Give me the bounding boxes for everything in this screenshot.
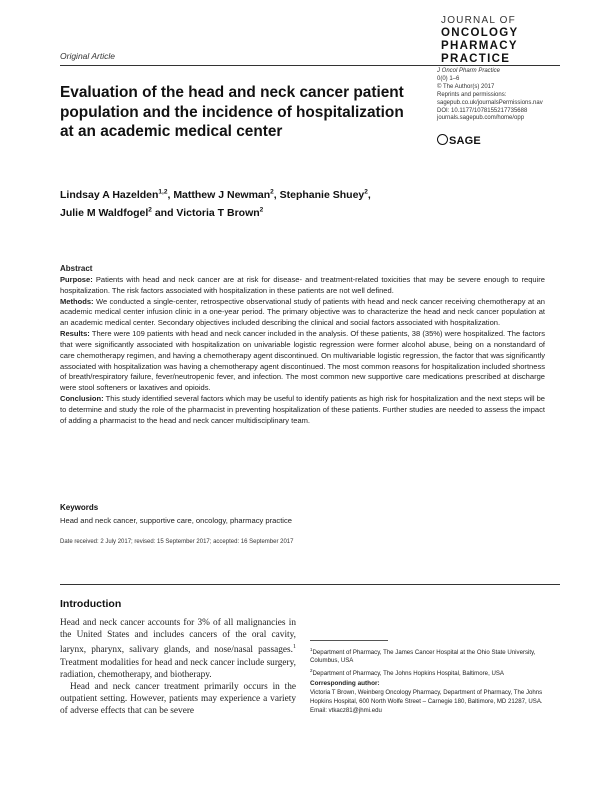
abstract-methods: Methods: We conducted a single-center, retrospective observational study of patients with head and neck cancer receiving chemotherapy at an academic medical center infusion clinic in a one-year period. The primary objective was to characterize the head and neck cancer population at an academic medical center. Secondary objectives included describing the clinical and social factors associated with hospitalization. xyxy=(60,296,545,328)
journal-home-link[interactable]: journals.sagepub.com/home/opp xyxy=(437,115,525,122)
submission-dates: Date received: 2 July 2017; revised: 15 September 2017; accepted: 16 September 2017 xyxy=(60,539,294,545)
author: Lindsay A Hazelden$^{1,2}$, xyxy=(60,188,174,201)
author: Stephanie Shuey$^2$, xyxy=(279,188,371,201)
header-rule xyxy=(60,65,560,66)
abstract xyxy=(60,264,545,427)
copyright: © The Author(s) 2017 xyxy=(437,83,495,90)
introduction-heading: Introduction xyxy=(60,598,122,610)
permissions-link[interactable]: sagepub.co.uk/journalsPermissions.nav xyxy=(437,99,543,106)
sage-logo-text: SAGE xyxy=(449,135,481,147)
abstract-purpose: Purpose: Patients with head and neck cancer are at risk for disease- and treatment-related toxicities that may be severe enough to require hospitalization. The risk factors associated with hospitalization in these patients are not well defined. xyxy=(60,274,545,295)
journal-name-line3: PHARMACY xyxy=(441,40,518,52)
introduction-body xyxy=(60,617,296,717)
author-list xyxy=(60,184,460,221)
abstract-results: Results: There were 109 patients with head and neck cancer included in the analysis. Of these patients, 38 (35%) were hospitalized. The factors that were significantly associated with hospitalization on univariable logistic regression were former alcohol abuse, being on a nonstandard of care chemotherapy regimen, and having a chemotherapy agent discontinued. On multivariable logistic regression, the factor that was significantly associated with hospitalization was having a chemotherapy agent discontinued. The most common reasons for hospitalization included shortness of breath/respiratory failure, fever/neutropenic fever, and infection. The most common new supportive care medications prescribed at discharge were stool softeners or laxatives and opioids. xyxy=(60,329,545,393)
corresponding-author: Victoria T Brown, Weinberg Oncology Pharmacy, Department of Pharmacy, The Johns Hopkins Hospital, 600 North Wolfe Street – Carnegie 180, Baltimore, MD 21287, USA. xyxy=(310,689,543,705)
section-rule xyxy=(60,584,560,585)
journal-name-line2: ONCOLOGY xyxy=(441,27,519,39)
reprints-label: Reprints and permissions: xyxy=(437,91,507,98)
author: Victoria T Brown$^2$ xyxy=(176,206,264,219)
journal-name-line1: JOURNAL OF xyxy=(441,15,516,26)
corresponding-email[interactable]: Email: vtkacz81@jhmi.edu xyxy=(310,707,382,715)
affiliation-1: $^1$Department of Pharmacy, The James Cancer Hospital at the Ohio State University, Columbus, USA xyxy=(310,647,536,665)
abstract-heading: Abstract xyxy=(60,264,93,273)
article-type: Original Article xyxy=(60,51,115,61)
introduction-paragraph: Head and neck cancer accounts for 3% of all malignancies in the United States and includes cancers of the oral cavity, larynx, pharynx, salivary glands, and nose/nasal passages.$^1$ Treatment modalities for head and neck cancer include surgery, radiation, chemotherapy, and biotherapy. xyxy=(60,618,296,680)
volume-issue: 0(0) 1–6 xyxy=(437,75,460,82)
sage-logo xyxy=(437,134,481,147)
article-title: Evaluation of the head and neck cancer patient population and the incidence of hospitalization at an academic medical center xyxy=(60,84,404,140)
keywords-heading: Keywords xyxy=(60,503,99,512)
introduction-paragraph: Head and neck cancer treatment primarily occurs in the outpatient setting. However, patients may experience a variety of adverse effects that can be severe xyxy=(60,681,296,717)
journal-masthead xyxy=(441,14,561,66)
sage-logo-icon xyxy=(437,134,448,145)
author: Julie M Waldfogel$^2$ and xyxy=(60,206,177,219)
footnote-rule xyxy=(310,640,388,641)
corresponding-author-label: Corresponding author: xyxy=(310,679,380,687)
keywords-text: Head and neck cancer, supportive care, oncology, pharmacy practice xyxy=(60,516,293,525)
footnotes xyxy=(310,646,550,717)
doi[interactable]: DOI: 10.1177/1078155217735688 xyxy=(437,107,528,114)
journal-name-line4: PRACTICE xyxy=(441,53,511,65)
article-metadata xyxy=(437,68,567,123)
author: Matthew J Newman$^2$, xyxy=(173,188,280,201)
abstract-conclusion: Conclusion: This study identified several factors which may be useful to identify patients as high risk for hospitalization and the next steps will be to determine and study the role of the pharmacist in preventing hospitalization of these patients. Further studies are needed to assess the impact of adding a pharmacist to the head and neck cancer multidisciplinary team. xyxy=(60,394,545,425)
affiliation-2: $^2$Department of Pharmacy, The Johns Hopkins Hospital, Baltimore, USA xyxy=(310,667,504,677)
journal-citation: J Oncol Pharm Practice xyxy=(437,68,501,74)
